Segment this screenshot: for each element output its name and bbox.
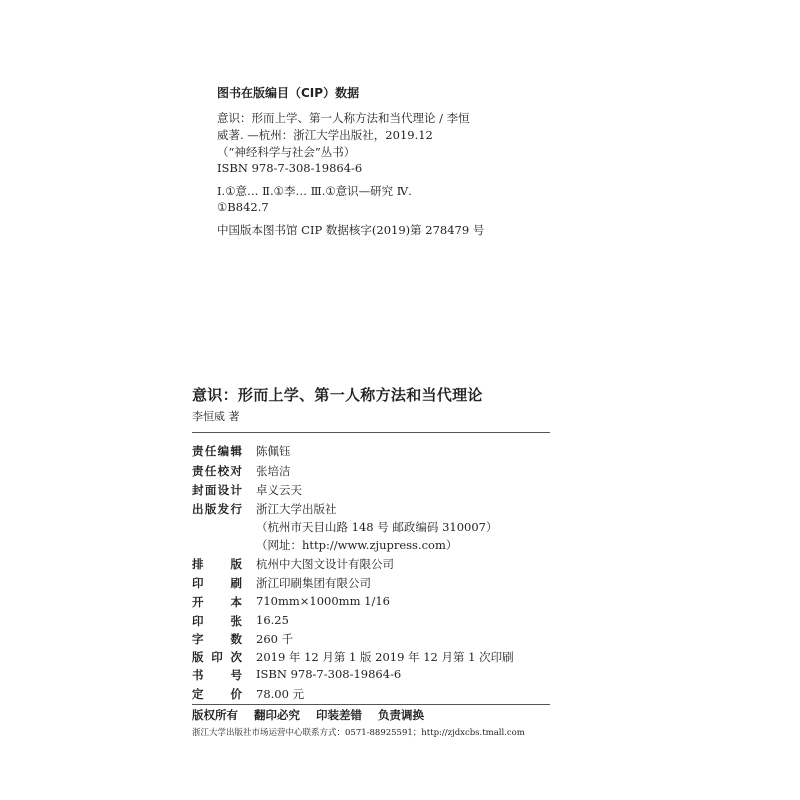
spec-value: 78.00 元 — [256, 687, 305, 701]
rights-text: 翻印必究 — [254, 708, 301, 722]
spec-label: 字数 — [192, 632, 242, 646]
credit-label: 出版发行 — [192, 502, 242, 516]
publisher-address: （杭州市天目山路 148 号 邮政编码 310007） — [256, 520, 498, 534]
cip-line: 威著. —杭州：浙江大学出版社，2019.12 — [217, 128, 433, 142]
spec-value: 2019 年 12 月第 1 版 2019 年 12 月第 1 次印刷 — [256, 650, 514, 664]
spec-label: 排版 — [192, 557, 242, 571]
book-author: 李恒威 著 — [192, 410, 240, 423]
cip-line: ①B842.7 — [217, 200, 269, 214]
publisher-website: （网址：http://www.zjupress.com） — [256, 538, 458, 552]
copyright-notice — [192, 707, 436, 723]
spec-value: 260 千 — [256, 632, 294, 646]
divider — [192, 704, 550, 705]
credit-label: 封面设计 — [192, 483, 242, 497]
credit-value: 卓义云天 — [256, 483, 302, 497]
cip-title: 图书在版编目（CIP）数据 — [217, 86, 360, 100]
spec-label: 定价 — [192, 687, 242, 701]
spec-label: 书号 — [192, 668, 242, 682]
cip-line: ISBN 978-7-308-19864-6 — [217, 161, 363, 175]
divider — [192, 432, 550, 433]
book-title: 意识：形而上学、第一人称方法和当代理论 — [192, 386, 483, 404]
credit-label: 责任编辑 — [192, 444, 242, 458]
spec-label: 印张 — [192, 614, 242, 628]
cip-line: 意识：形而上学、第一人称方法和当代理论 / 李恒 — [217, 111, 470, 125]
cip-line: 中国版本图书馆 CIP 数据核字(2019)第 278479 号 — [217, 223, 485, 237]
spec-value: ISBN 978-7-308-19864-6 — [256, 667, 402, 681]
rights-text: 版权所有 — [192, 708, 238, 722]
credit-label: 责任校对 — [192, 464, 242, 478]
spec-label: 开本 — [192, 595, 242, 609]
rights-text: 负责调换 — [378, 708, 425, 722]
cip-line: Ⅰ.①意… Ⅱ.①李… Ⅲ.①意识—研究 Ⅳ. — [217, 184, 412, 198]
spec-value: 710mm×1000mm 1/16 — [256, 594, 390, 608]
spec-value: 杭州中大图文设计有限公司 — [256, 557, 394, 571]
credit-value: 浙江大学出版社 — [256, 502, 337, 516]
rights-text: 印装差错 — [316, 708, 363, 722]
spec-value: 16.25 — [256, 613, 289, 627]
spec-value: 浙江印刷集团有限公司 — [256, 576, 371, 590]
credit-value: 陈佩钰 — [256, 444, 291, 458]
spec-label: 版印次 — [192, 650, 242, 664]
publisher-contact: 浙江大学出版社市场运营中心联系方式：0571-88925591；http://zjdxcbs.tmall.com — [192, 728, 525, 738]
credit-value: 张培洁 — [256, 464, 291, 478]
spec-label: 印刷 — [192, 576, 242, 590]
cip-line: （“神经科学与社会”丛书） — [217, 145, 356, 159]
